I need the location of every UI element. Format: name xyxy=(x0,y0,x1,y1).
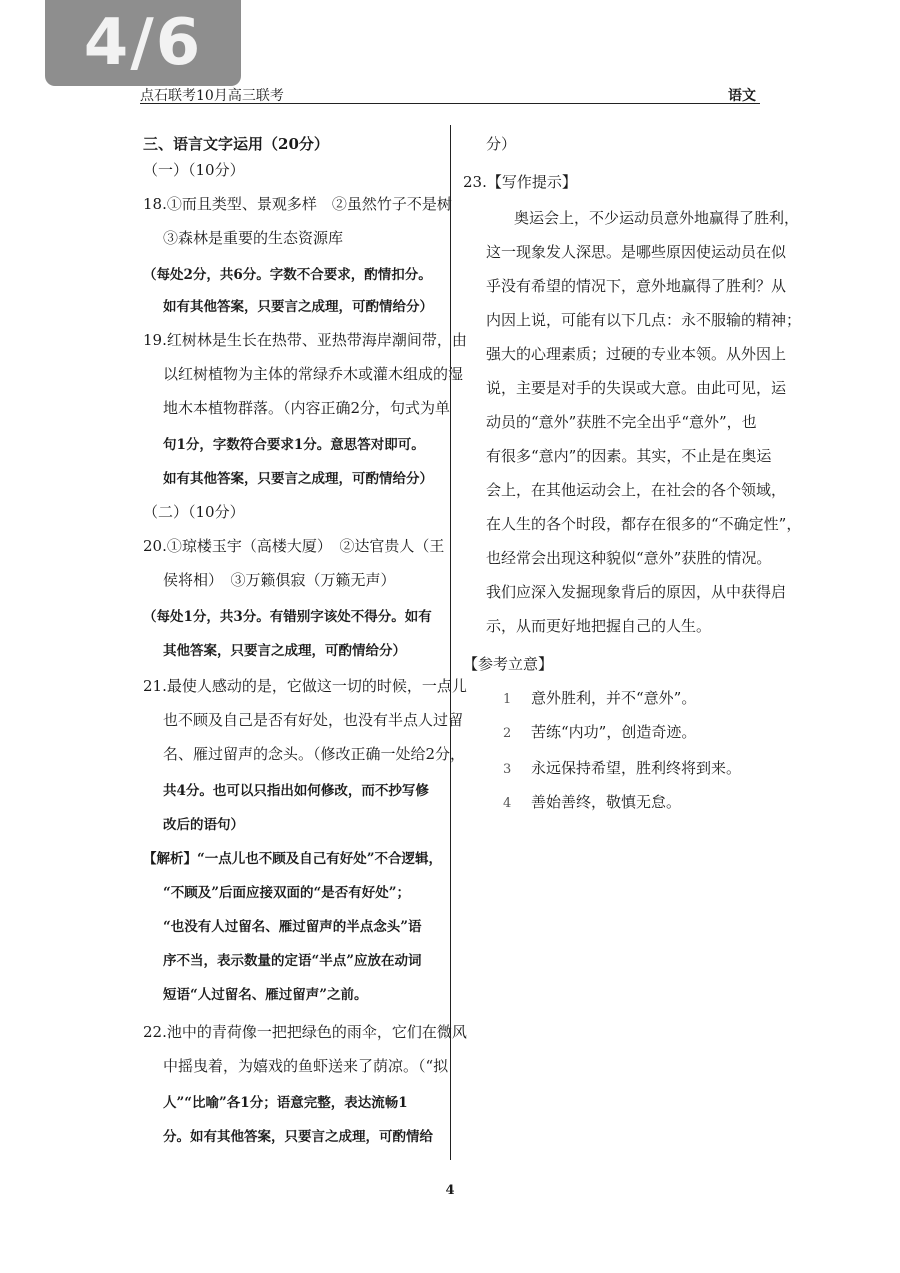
text-line: 如有其他答案，只要言之成理，可酌情给分） xyxy=(163,471,433,487)
text-line: 【解析】“一点儿也不顾及自己有好处”不合逻辑， xyxy=(143,851,443,867)
text-line: 如有其他答案，只要言之成理，可酌情给分） xyxy=(163,299,433,315)
text-line: 人”“比喻”各1分；语意完整，表达流畅1 xyxy=(163,1095,408,1111)
page-header xyxy=(140,83,760,105)
text-line: 也不顾及自己是否有好处，也没有半点人过留 xyxy=(163,711,464,729)
text-line: 名、雁过留声的念头。（修改正确一处给2分， xyxy=(163,745,466,763)
text-line: 强大的心理素质；过硬的专业本领。从外因上 xyxy=(486,345,787,363)
text-line: 侯将相） ③万籁俱寂（万籁无声） xyxy=(163,571,396,589)
list-number: 1 xyxy=(503,692,512,707)
subject-label: 语文 xyxy=(728,88,756,104)
text-line: 19.红树林是生长在热带、亚热带海岸潮间带，由 xyxy=(143,331,467,349)
text-line: 其他答案，只要言之成理，可酌情给分） xyxy=(163,643,406,659)
page-count-badge: 4/6 xyxy=(45,0,241,86)
exam-title: 点石联考10月高三联考 xyxy=(140,88,284,104)
text-line: 我们应深入发掘现象背后的原因，从中获得启 xyxy=(486,583,787,601)
reference-list-item xyxy=(503,791,681,812)
text-line: 改后的语句） xyxy=(163,817,244,833)
column-divider xyxy=(450,125,451,1160)
text-line: （二）（10分） xyxy=(143,503,245,521)
text-line: 地木本植物群落。（内容正确2分，句式为单 xyxy=(163,399,451,417)
text-line: 序不当，表示数量的定语“半点”应放在动词 xyxy=(163,953,422,969)
text-line: 有很多“意内”的因素。其实，不止是在奥运 xyxy=(486,447,772,465)
text-line: （每处2分，共6分。字数不合要求，酌情扣分。 xyxy=(143,267,432,283)
reference-list-item xyxy=(503,687,696,708)
text-line: “也没有人过留名、雁过留声的半点念头”语 xyxy=(163,919,422,935)
list-text: 苦练“内功”，创造奇迹。 xyxy=(531,723,697,741)
list-number: 2 xyxy=(503,726,512,741)
text-line: “不顾及”后面应接双面的“是否有好处”； xyxy=(163,885,411,901)
text-line: 【参考立意】 xyxy=(463,655,554,673)
text-line: 22.池中的青荷像一把把绿色的雨伞，它们在微风 xyxy=(143,1023,467,1041)
text-line: 示，从而更好地把握自己的人生。 xyxy=(486,617,712,635)
text-line: ③森林是重要的生态资源库 xyxy=(163,229,344,247)
text-line: 在人生的各个时段，都存在很多的“不确定性”， xyxy=(486,515,802,533)
text-line: 23.【写作提示】 xyxy=(463,173,577,191)
header-rule xyxy=(140,103,760,104)
reference-list-item xyxy=(503,757,741,778)
list-text: 永远保持希望，胜利终将到来。 xyxy=(531,759,742,777)
text-line: 也经常会出现这种貌似“意外”获胜的情况。 xyxy=(486,549,772,567)
text-line: 说，主要是对手的失误或大意。由此可见，运 xyxy=(486,379,787,397)
list-number: 4 xyxy=(503,796,512,811)
text-line: 乎没有希望的情况下，意外地赢得了胜利？从 xyxy=(486,277,787,295)
text-line: 20.①琼楼玉宇（高楼大厦） ②达官贵人（王 xyxy=(143,537,445,555)
text-line: 以红树植物为主体的常绿乔木或灌木组成的湿 xyxy=(163,365,464,383)
text-line: 会上，在其他运动会上，在社会的各个领域， xyxy=(486,481,787,499)
text-line: （每处1分，共3分。有错别字该处不得分。如有 xyxy=(143,609,432,625)
text-line: 动员的“意外”获胜不完全出乎“意外”，也 xyxy=(486,413,757,431)
text-line: 21.最使人感动的是，它做这一切的时候，一点儿 xyxy=(143,677,467,695)
list-text: 善始善终，敬慎无怠。 xyxy=(531,793,682,811)
text-line: 句1分，字数符合要求1分。意思答对即可。 xyxy=(163,437,425,453)
text-line: 中摇曳着，为嬉戏的鱼虾送来了荫凉。（“拟 xyxy=(163,1057,449,1075)
text-line: （一）（10分） xyxy=(143,161,245,179)
text-line: 分。如有其他答案，只要言之成理，可酌情给 xyxy=(163,1129,433,1145)
page-number: 4 xyxy=(445,1183,455,1198)
text-line: 共4分。也可以只指出如何修改，而不抄写修 xyxy=(163,783,429,799)
text-line: 这一现象发人深思。是哪些原因使运动员在似 xyxy=(486,243,787,261)
list-text: 意外胜利，并不“意外”。 xyxy=(531,689,697,707)
reference-list-item xyxy=(503,721,696,742)
text-line: 内因上说，可能有以下几点：永不服输的精神； xyxy=(486,311,802,329)
text-line: 短语“人过留名、雁过留声”之前。 xyxy=(163,987,368,1003)
text-line: 18.①而且类型、景观多样 ②虽然竹子不是树 xyxy=(143,195,452,213)
text-line: 分） xyxy=(486,135,517,153)
text-line: 奥运会上，不少运动员意外地赢得了胜利， xyxy=(514,209,800,227)
text-line: 三、语言文字运用（20分） xyxy=(143,135,329,153)
list-number: 3 xyxy=(503,762,512,777)
